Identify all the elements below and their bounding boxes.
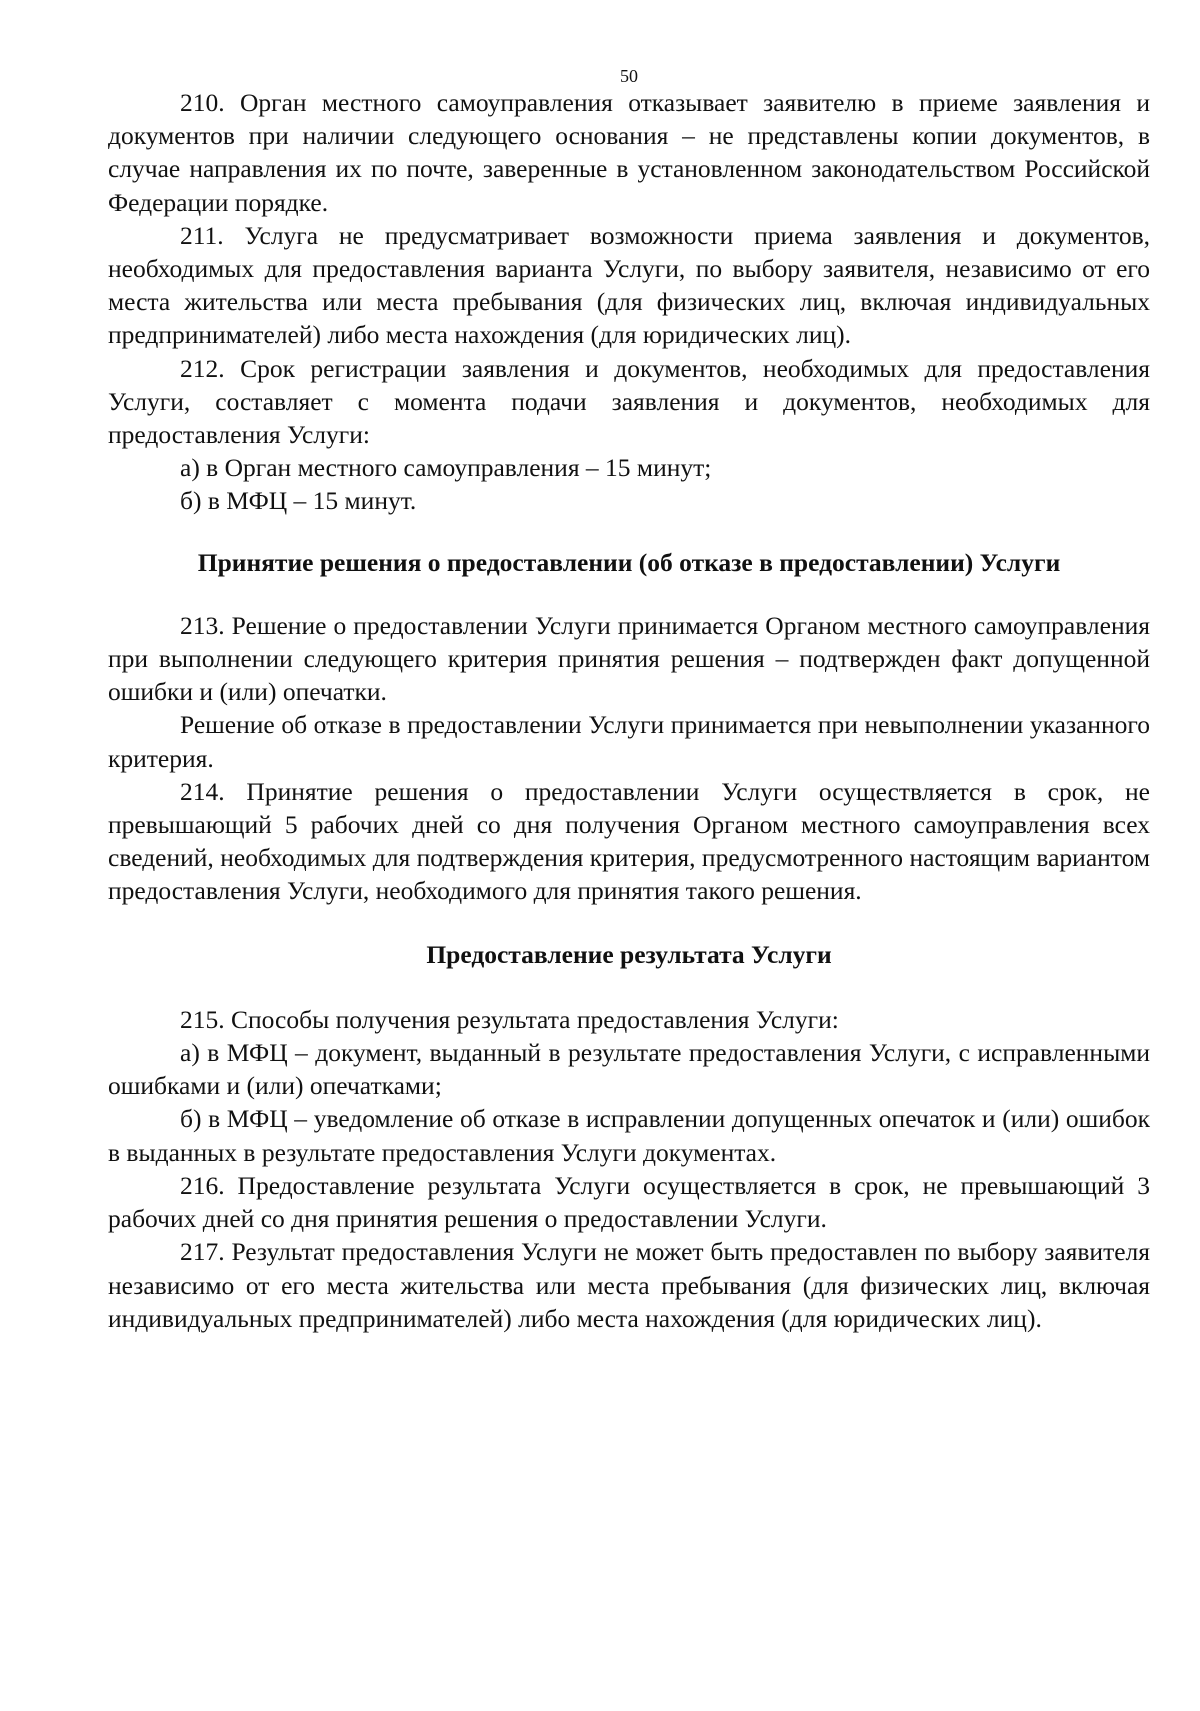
spacer [108, 908, 1150, 938]
list-item-215-a: а) в МФЦ – документ, выданный в результате предоставления Услуги, с исправленными ошибками и (или) опечатками; [108, 1038, 1150, 1101]
spacer [108, 579, 1150, 609]
paragraph-213-refusal: Решение об отказе в предоставлении Услуги принимается при невыполнении указанного критерия. [108, 710, 1150, 773]
section-heading-decision: Принятие решения о предоставлении (об отказе в предоставлении) Услуги [197, 547, 1061, 577]
paragraph-212: 212. Срок регистрации заявления и документов, необходимых для предоставления Услуги, составляет с момента подачи заявления и документов, необходимых для предоставления Услуги: [108, 353, 1150, 450]
list-item-215-b: б) в МФЦ – уведомление об отказе в исправлении допущенных опечаток и (или) ошибок в выданных в результате предоставления Услуги документах. [108, 1104, 1150, 1167]
paragraph-214: 214. Принятие решения о предоставлении Услуги осуществляется в срок, не превышающий 5 рабочих дней со дня получения Органом местного самоуправления всех сведений, необходимых для подтверждения критерия, предусмотренного настоящим вариантом предоставления Услуги, необходимого для принятия такого решения. [108, 776, 1150, 906]
spacer [108, 518, 1150, 546]
list-item-212-a: а) в Орган местного самоуправления – 15 минут; [180, 453, 712, 483]
paragraph-217: 217. Результат предоставления Услуги не может быть предоставлен по выбору заявителя независимо от его места жительства или места пребывания (для физических лиц, включая индивидуальных предпринимателей) либо места нахождения (для юридических лиц). [108, 1237, 1150, 1333]
page-number: 50 [620, 66, 638, 86]
document-page [108, 60, 1150, 1335]
list-item-212-b: б) в МФЦ – 15 минут. [180, 486, 417, 516]
paragraph-215: 215. Способы получения результата предоставления Услуги: [180, 1004, 839, 1034]
spacer [108, 971, 1150, 1003]
paragraph-216: 216. Предоставление результата Услуги осуществляется в срок, не превышающий 3 рабочих дней со дня принятия решения о предоставлении Услуги. [108, 1170, 1150, 1234]
paragraph-210: 210. Орган местного самоуправления отказывает заявителю в приеме заявления и документов при наличии следующего основания – не представлены копии документов, в случае направления их по почте, заверенные в установленном законодательством Российской Федерации порядке. [108, 88, 1150, 217]
paragraph-213: 213. Решение о предоставлении Услуги принимается Органом местного самоуправления при выполнении следующего критерия принятия решения – подтвержден факт допущенной ошибки и (или) опечатки. [108, 610, 1150, 707]
section-heading-result: Предоставление результата Услуги [426, 939, 832, 969]
paragraph-211: 211. Услуга не предусматривает возможности приема заявления и документов, необходимых для предоставления варианта Услуги, по выбору заявителя, независимо от его места жительства или места пребывания (для физических лиц, включая индивидуальных предпринимателей) либо места нахождения (для юридических лиц). [108, 220, 1150, 350]
